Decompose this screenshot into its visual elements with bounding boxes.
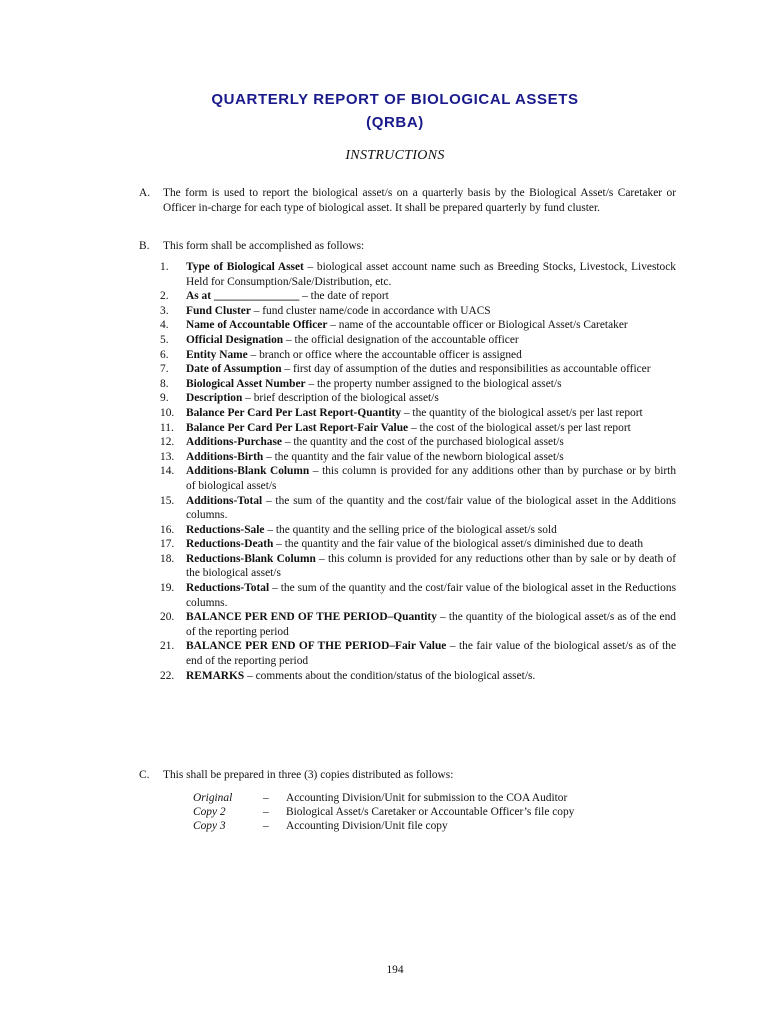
copy-dash: – [263,820,269,833]
item-description: – the official designation of the accountable officer [283,333,519,346]
section-c-marker: C. [139,769,150,781]
list-item [160,523,676,538]
item-description: – this column is provided for any reductions other than by sale or by death of the biological asset/s [186,552,676,580]
list-item [160,552,676,581]
item-term: BALANCE PER END OF THE PERIOD–Fair Value [186,640,447,653]
item-term: Fund Cluster [186,304,251,317]
item-description: – the property number assigned to the biological asset/s [305,377,562,390]
item-number: 2. [160,290,169,303]
item-term: Type of Biological Asset [186,261,304,273]
item-description: – the sum of the quantity and the cost/fair value of the biological asset in the Additions columns. [186,494,676,522]
item-description: – the quantity of the biological asset/s as of the end of the reporting period [186,611,676,638]
item-term: Entity Name [186,348,248,361]
item-description: – biological asset account name such as Breeding Stocks, Livestock, Livestock Held for Consumption/Sale/Distribution, etc. [186,261,676,288]
copy-row [193,819,574,833]
item-term: Additions-Total [186,494,263,507]
item-term: Additions-Birth [186,450,264,463]
list-item [160,494,676,523]
list-item [160,537,676,552]
copy-distribution-list [193,791,574,834]
item-description: – branch or office where the accountable officer is assigned [247,348,522,361]
copy-row [193,791,574,805]
item-term: Description [186,392,243,405]
instructions-heading: INSTRUCTIONS [345,148,445,163]
section-a-text: The form is used to report the biological asset/s on a quarterly basis by the Biological Asset/s Caretaker or Officer in-charge for each type of biological asset. It shall be prepared quarterly by fund cluster. [163,187,676,214]
item-term: Balance Per Card Per Last Report-Fair Value [186,421,409,434]
item-number: 3. [160,304,169,317]
section-b-text: This form shall be accomplished as follows: [163,240,365,252]
item-number: 5. [160,333,169,346]
copy-name: Original [193,792,233,804]
list-item [160,450,676,465]
list-item [160,260,676,289]
section-a [139,186,676,216]
item-term: Reductions-Blank Column [186,552,316,565]
list-item [160,362,676,377]
copy-name: Copy 3 [193,820,226,833]
copy-dash: – [263,806,269,819]
list-item [160,464,676,493]
list-item [160,406,676,421]
title-line-2: (QRBA) [366,114,424,131]
item-number: 21. [160,640,175,653]
item-description: – the quantity and the fair value of the newborn biological asset/s [263,450,564,463]
item-number: 7. [160,363,169,376]
list-item [160,639,676,668]
item-term: REMARKS [186,669,245,682]
list-item [160,391,676,406]
item-number: 8. [160,377,169,390]
item-number: 17. [160,538,175,551]
item-term: Name of Accountable Officer [186,319,328,332]
title-line-1: QUARTERLY REPORT OF BIOLOGICAL ASSETS [211,91,579,108]
page-number: 194 [386,964,404,976]
item-description: – the sum of the quantity and the cost/fair value of the biological asset in the Reductions columns. [186,582,676,609]
item-term: Date of Assumption [186,363,282,376]
list-item [160,669,676,684]
list-item [160,435,676,450]
copy-name: Copy 2 [193,806,226,819]
section-b-marker: B. [139,240,150,252]
item-description: – first day of assumption of the duties and responsibilities as accountable officer [281,363,651,376]
item-number: 12. [160,436,175,449]
item-term: As at _______________ [186,290,300,303]
item-term: Reductions-Total [186,582,270,595]
list-item [160,348,676,363]
item-number: 6. [160,348,169,361]
item-term: BALANCE PER END OF THE PERIOD–Quantity [186,611,437,624]
item-description: – the quantity and the fair value of the biological asset/s diminished due to death [273,538,644,551]
item-number: 9. [160,392,169,405]
list-item [160,377,676,392]
list-item [160,318,676,333]
document-title [0,88,768,134]
item-number: 13. [160,450,175,463]
item-term: Biological Asset Number [186,377,306,390]
item-number: 14. [160,465,175,478]
item-description: – comments about the condition/status of the biological asset/s. [244,669,536,682]
item-term: Reductions-Death [186,538,274,551]
item-number: 20. [160,611,175,624]
list-item [160,289,676,304]
item-description: – the quantity and the cost of the purchased biological asset/s [282,436,564,449]
copy-recipient: Accounting Division/Unit file copy [286,820,448,833]
item-number: 4. [160,319,169,332]
section-a-marker: A. [139,187,151,199]
item-description: – name of the accountable officer or Biological Asset/s Caretaker [327,319,628,332]
section-c [139,768,676,783]
item-description: – this column is provided for any additions other than by purchase or by birth of biological asset/s [186,465,677,492]
item-description: – the fair value of the biological asset/s as of the end of the reporting period [186,640,677,668]
item-description: – the cost of the biological asset/s per last report [408,421,631,434]
list-item [160,333,676,348]
section-b [139,239,676,254]
copy-row [193,805,574,819]
list-item [160,581,676,610]
item-term: Reductions-Sale [186,523,265,536]
copy-dash: – [263,792,269,804]
item-term: Official Designation [186,333,284,346]
copy-recipient: Biological Asset/s Caretaker or Accountable Officer’s file copy [286,806,575,819]
list-item [160,610,676,639]
item-description: – the date of report [299,290,389,303]
item-term: Balance Per Card Per Last Report-Quantity [186,406,402,419]
item-number: 16. [160,523,175,536]
instruction-list [160,260,676,683]
item-term: Additions-Purchase [186,436,282,449]
item-description: – the quantity of the biological asset/s per last report [401,406,643,419]
item-description: – fund cluster name/code in accordance with UACS [250,304,491,317]
section-c-text: This shall be prepared in three (3) copies distributed as follows: [163,769,454,781]
item-number: 22. [160,669,175,682]
item-number: 11. [160,421,174,434]
item-description: – the quantity and the selling price of the biological asset/s sold [264,523,557,536]
item-number: 18. [160,552,175,565]
list-item [160,421,676,436]
item-number: 15. [160,494,175,507]
item-number: 19. [160,582,175,595]
copy-recipient: Accounting Division/Unit for submission to the COA Auditor [286,792,568,804]
item-term: Additions-Blank Column [186,465,310,478]
list-item [160,304,676,319]
item-number: 10. [160,406,175,419]
item-description: – brief description of the biological asset/s [242,392,439,405]
item-number: 1. [160,261,169,273]
